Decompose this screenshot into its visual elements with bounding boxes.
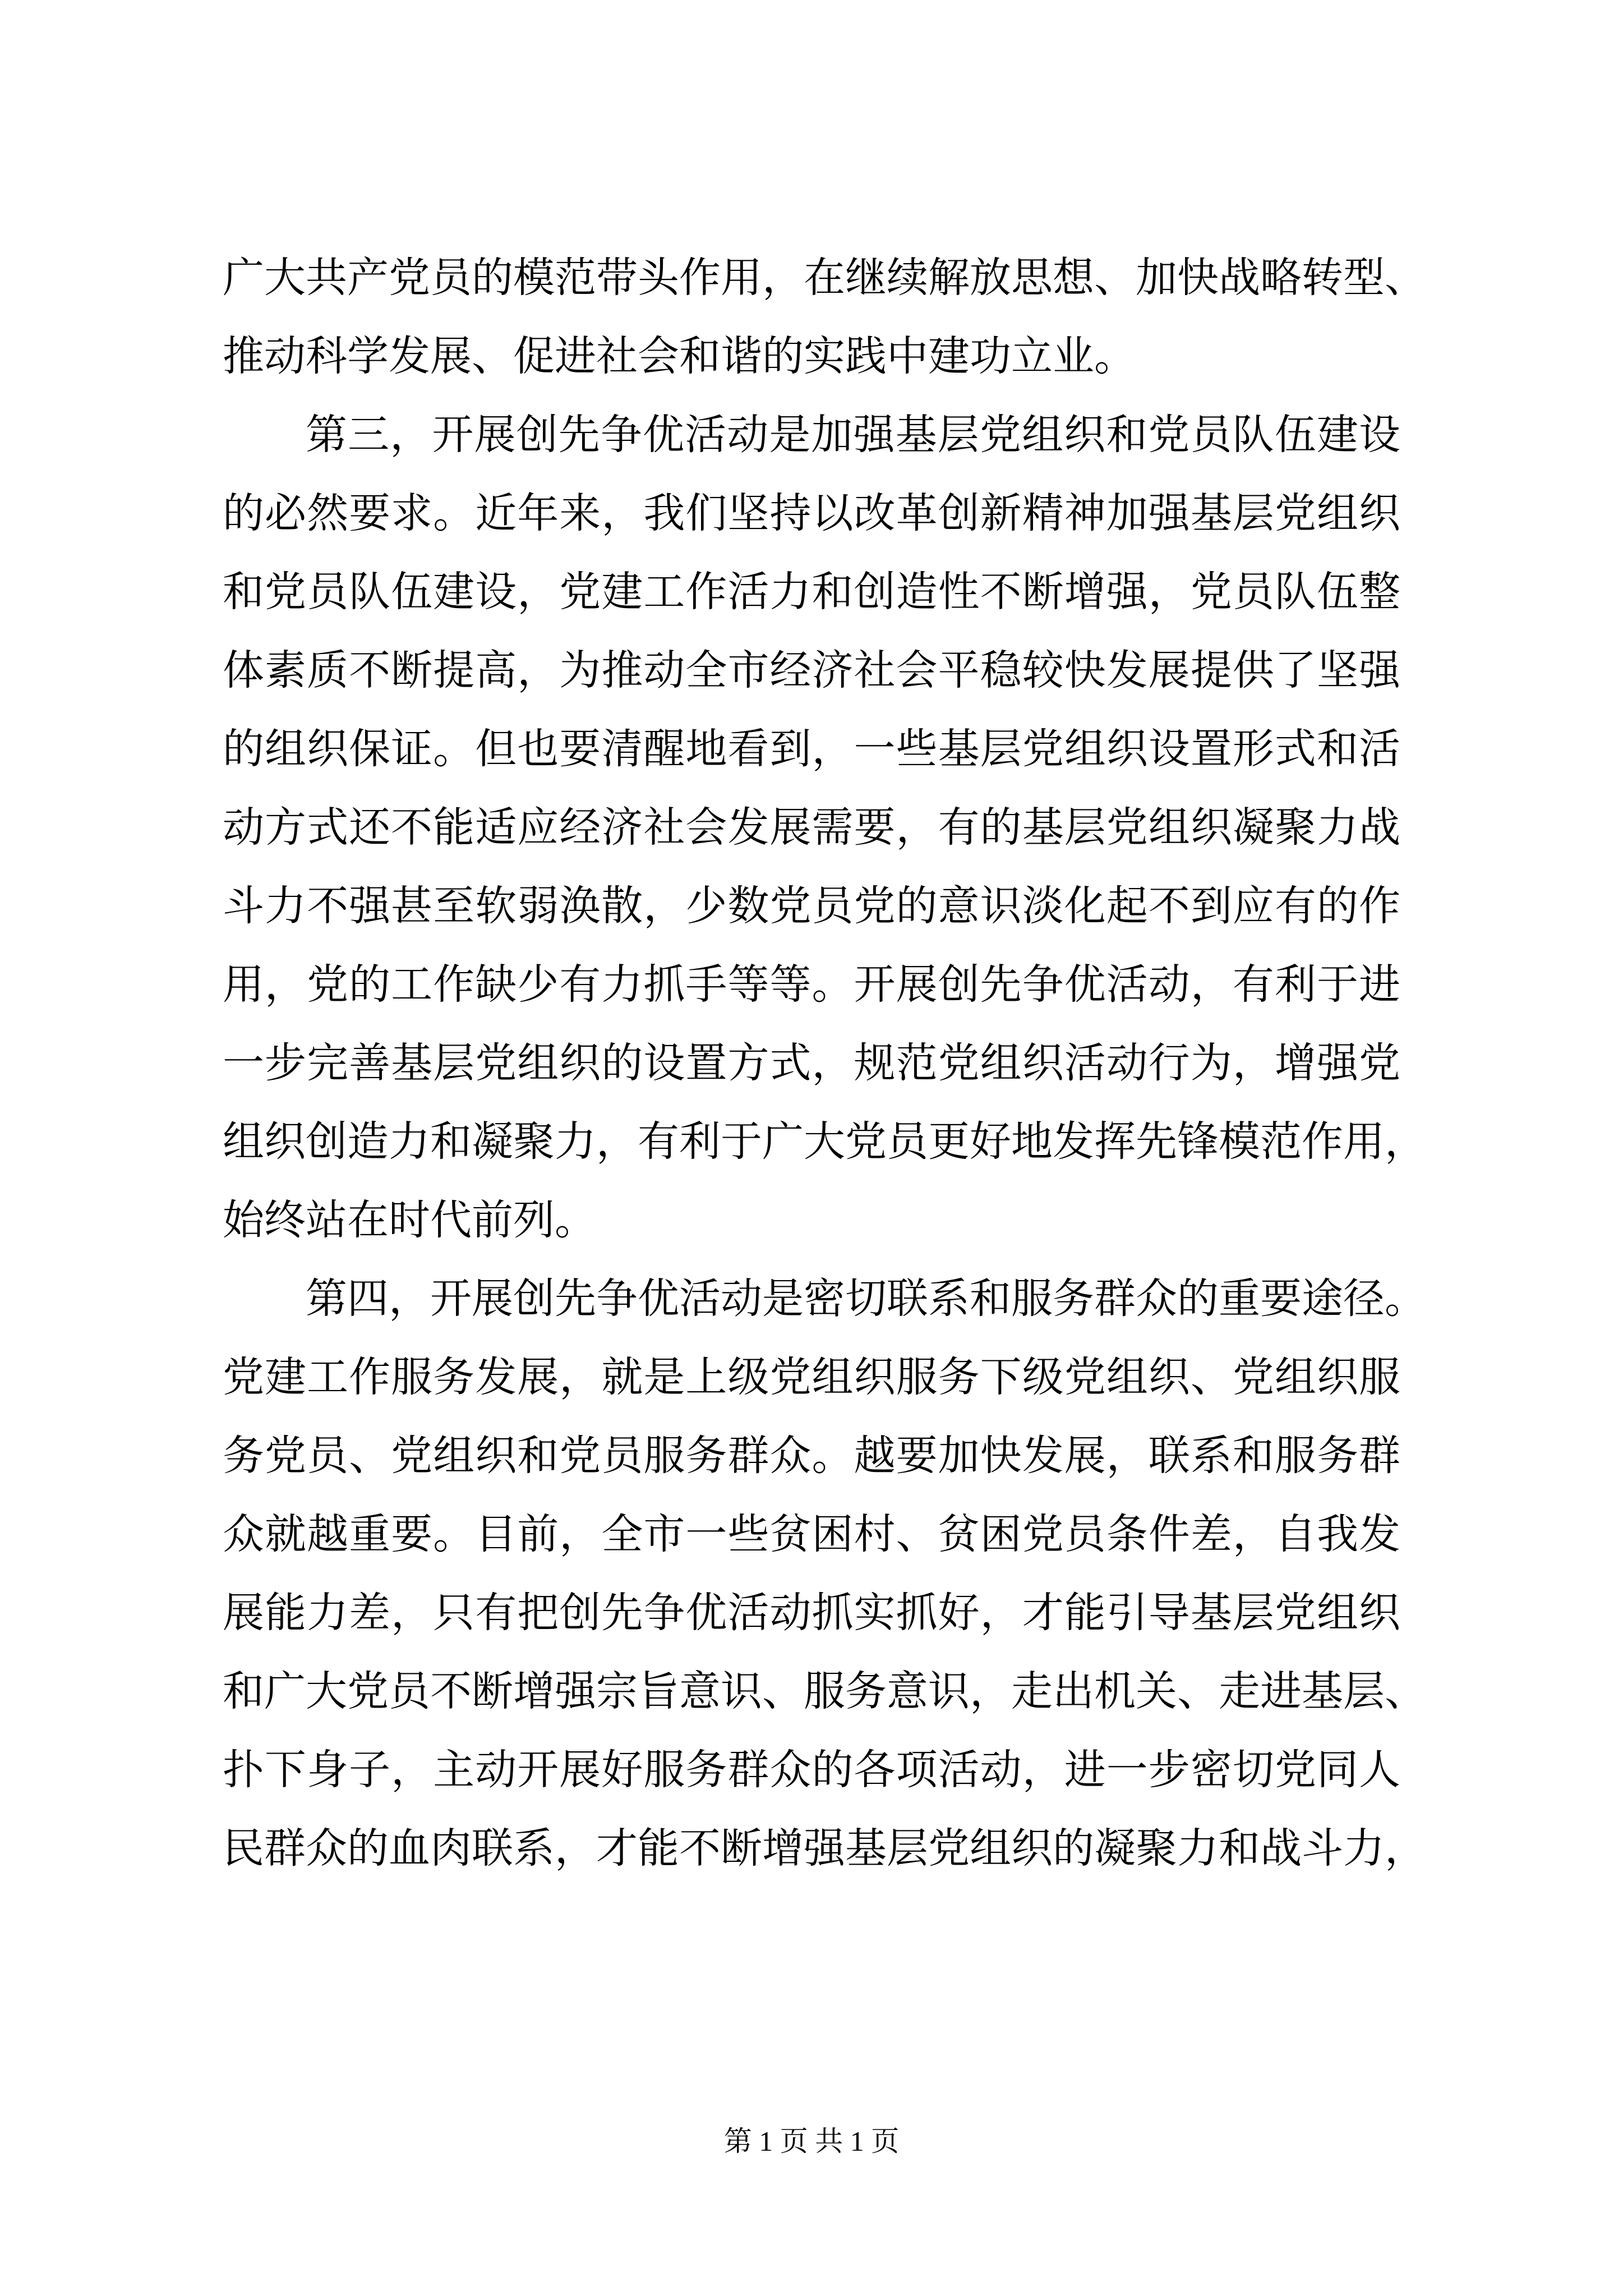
text-line: 民群众的血肉联系，才能不断增强基层党组织的凝聚力和战斗力， <box>223 1824 1426 1872</box>
text-line: 一步完善基层党组织的设置方式，规范党组织活动行为，增强党 <box>223 1039 1400 1087</box>
text-line: 广大共产党员的模范带头作用，在继续解放思想、加快战略转型、 <box>223 254 1426 302</box>
text-line: 体素质不断提高，为推动全市经济社会平稳较快发展提供了坚强 <box>223 646 1400 694</box>
page-number: 第 1 页 共 1 页 <box>723 2125 900 2157</box>
text-line: 和党员队伍建设，党建工作活力和创造性不断增强，党员队伍整 <box>223 568 1400 616</box>
text-line: 始终站在时代前列。 <box>223 1196 596 1244</box>
text-line: 众就越重要。目前，全市一些贫困村、贫困党员条件差，自我发 <box>223 1510 1400 1558</box>
text-line: 用，党的工作缺少有力抓手等等。开展创先争优活动，有利于进 <box>223 960 1400 1009</box>
text-line: 务党员、党组织和党员服务群众。越要加快发展，联系和服务群 <box>223 1432 1400 1480</box>
text-line: 的必然要求。近年来，我们坚持以改革创新精神加强基层党组织 <box>223 489 1400 537</box>
paragraph-first-line: 第三，开展创先争优活动是加强基层党组织和党员队伍建设 <box>306 411 1400 459</box>
paragraph-first-line: 第四，开展创先争优活动是密切联系和服务群众的重要途径。 <box>306 1274 1426 1323</box>
text-line: 组织创造力和凝聚力，有利于广大党员更好地发挥先锋模范作用， <box>223 1117 1426 1166</box>
text-line: 动方式还不能适应经济社会发展需要，有的基层党组织凝聚力战 <box>223 803 1400 852</box>
text-line: 斗力不强甚至软弱涣散，少数党员党的意识淡化起不到应有的作 <box>223 882 1400 930</box>
text-line: 推动科学发展、促进社会和谐的实践中建功立业。 <box>223 332 1136 380</box>
text-line: 党建工作服务发展，就是上级党组织服务下级党组织、党组织服 <box>223 1353 1400 1401</box>
body-text <box>223 238 1426 1888</box>
text-line: 展能力差，只有把创先争优活动抓实抓好，才能引导基层党组织 <box>223 1589 1400 1637</box>
page-footer <box>0 2122 1623 2161</box>
text-line: 的组织保证。但也要清醒地看到，一些基层党组织设置形式和活 <box>223 725 1400 773</box>
text-line: 和广大党员不断增强宗旨意识、服务意识，走出机关、走进基层、 <box>223 1667 1426 1715</box>
text-line: 扑下身子，主动开展好服务群众的各项活动，进一步密切党同人 <box>223 1746 1400 1794</box>
